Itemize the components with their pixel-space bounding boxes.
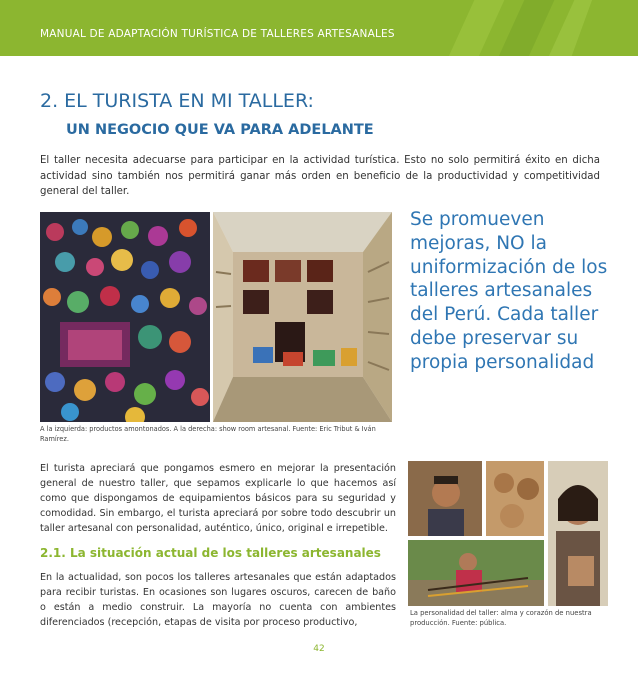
photo-crowded-products xyxy=(40,212,210,422)
figure-caption-personality: La personalidad del taller: alma y corazón de nuestra producción. Fuente: pública. xyxy=(410,609,592,627)
header-band xyxy=(0,0,638,56)
intro-paragraph: El taller necesita adecuarse para participar en la actividad turística. Esto no solo permitirá éxito en dicha actividad sino también nos permitirá ganar más orden en beneficio de la productividad y competitividad general del taller. xyxy=(40,155,600,197)
photo-artisan-woman xyxy=(548,461,608,606)
page-subtitle: UN NEGOCIO QUE VA PARA ADELANTE xyxy=(66,122,374,138)
showroom-image xyxy=(213,212,392,422)
figure-caption-showroom: A la izquierda: productos amontonados. A la derecha: show room artesanal. Fuente: Eric Tribut & Iván Ramírez. xyxy=(40,425,376,443)
running-header: MANUAL DE ADAPTACIÓN TURÍSTICA DE TALLERES ARTESANALES xyxy=(40,28,395,40)
photo-showroom xyxy=(213,212,392,422)
photo-weaver xyxy=(408,540,544,606)
section-heading: 2.1. La situación actual de los talleres artesanales xyxy=(40,546,381,560)
body-paragraph-presentation: El turista apreciará que pongamos esmero en mejorar la presentación general de nuestro taller, que sepamos explicarle lo que hacemos así como que dispongamos de equipamientos básicos para su seguridad y comodidad. Sin embargo, el turista apreciará por sobre todo descubrir un taller artesanal con personalidad, auténtico, único, original e irrepetible. xyxy=(40,463,396,534)
photo-grid-artisans xyxy=(408,461,608,606)
pull-quote: Se promueven mejoras, NO la uniformización de los talleres artesanales del Perú. Cada taller debe preservar su propia personalidad xyxy=(410,209,608,373)
photo-ceramic-figures xyxy=(486,461,544,536)
crowded-products-image xyxy=(40,212,210,422)
body-paragraph-current-situation: En la actualidad, son pocos los talleres artesanales que están adaptados para recibir turistas. En ocasiones son lugares oscuros, carecen de baño o están a medio construir. La mayoría no cuenta con ambientes diferenciados (recepción, etapas de visita por proceso productivo, xyxy=(40,572,396,628)
page-number: 42 xyxy=(313,644,325,654)
page-title: 2. EL TURISTA EN MI TALLER: xyxy=(40,90,314,112)
photo-artisan-man xyxy=(408,461,482,536)
header-decoration xyxy=(428,0,598,56)
